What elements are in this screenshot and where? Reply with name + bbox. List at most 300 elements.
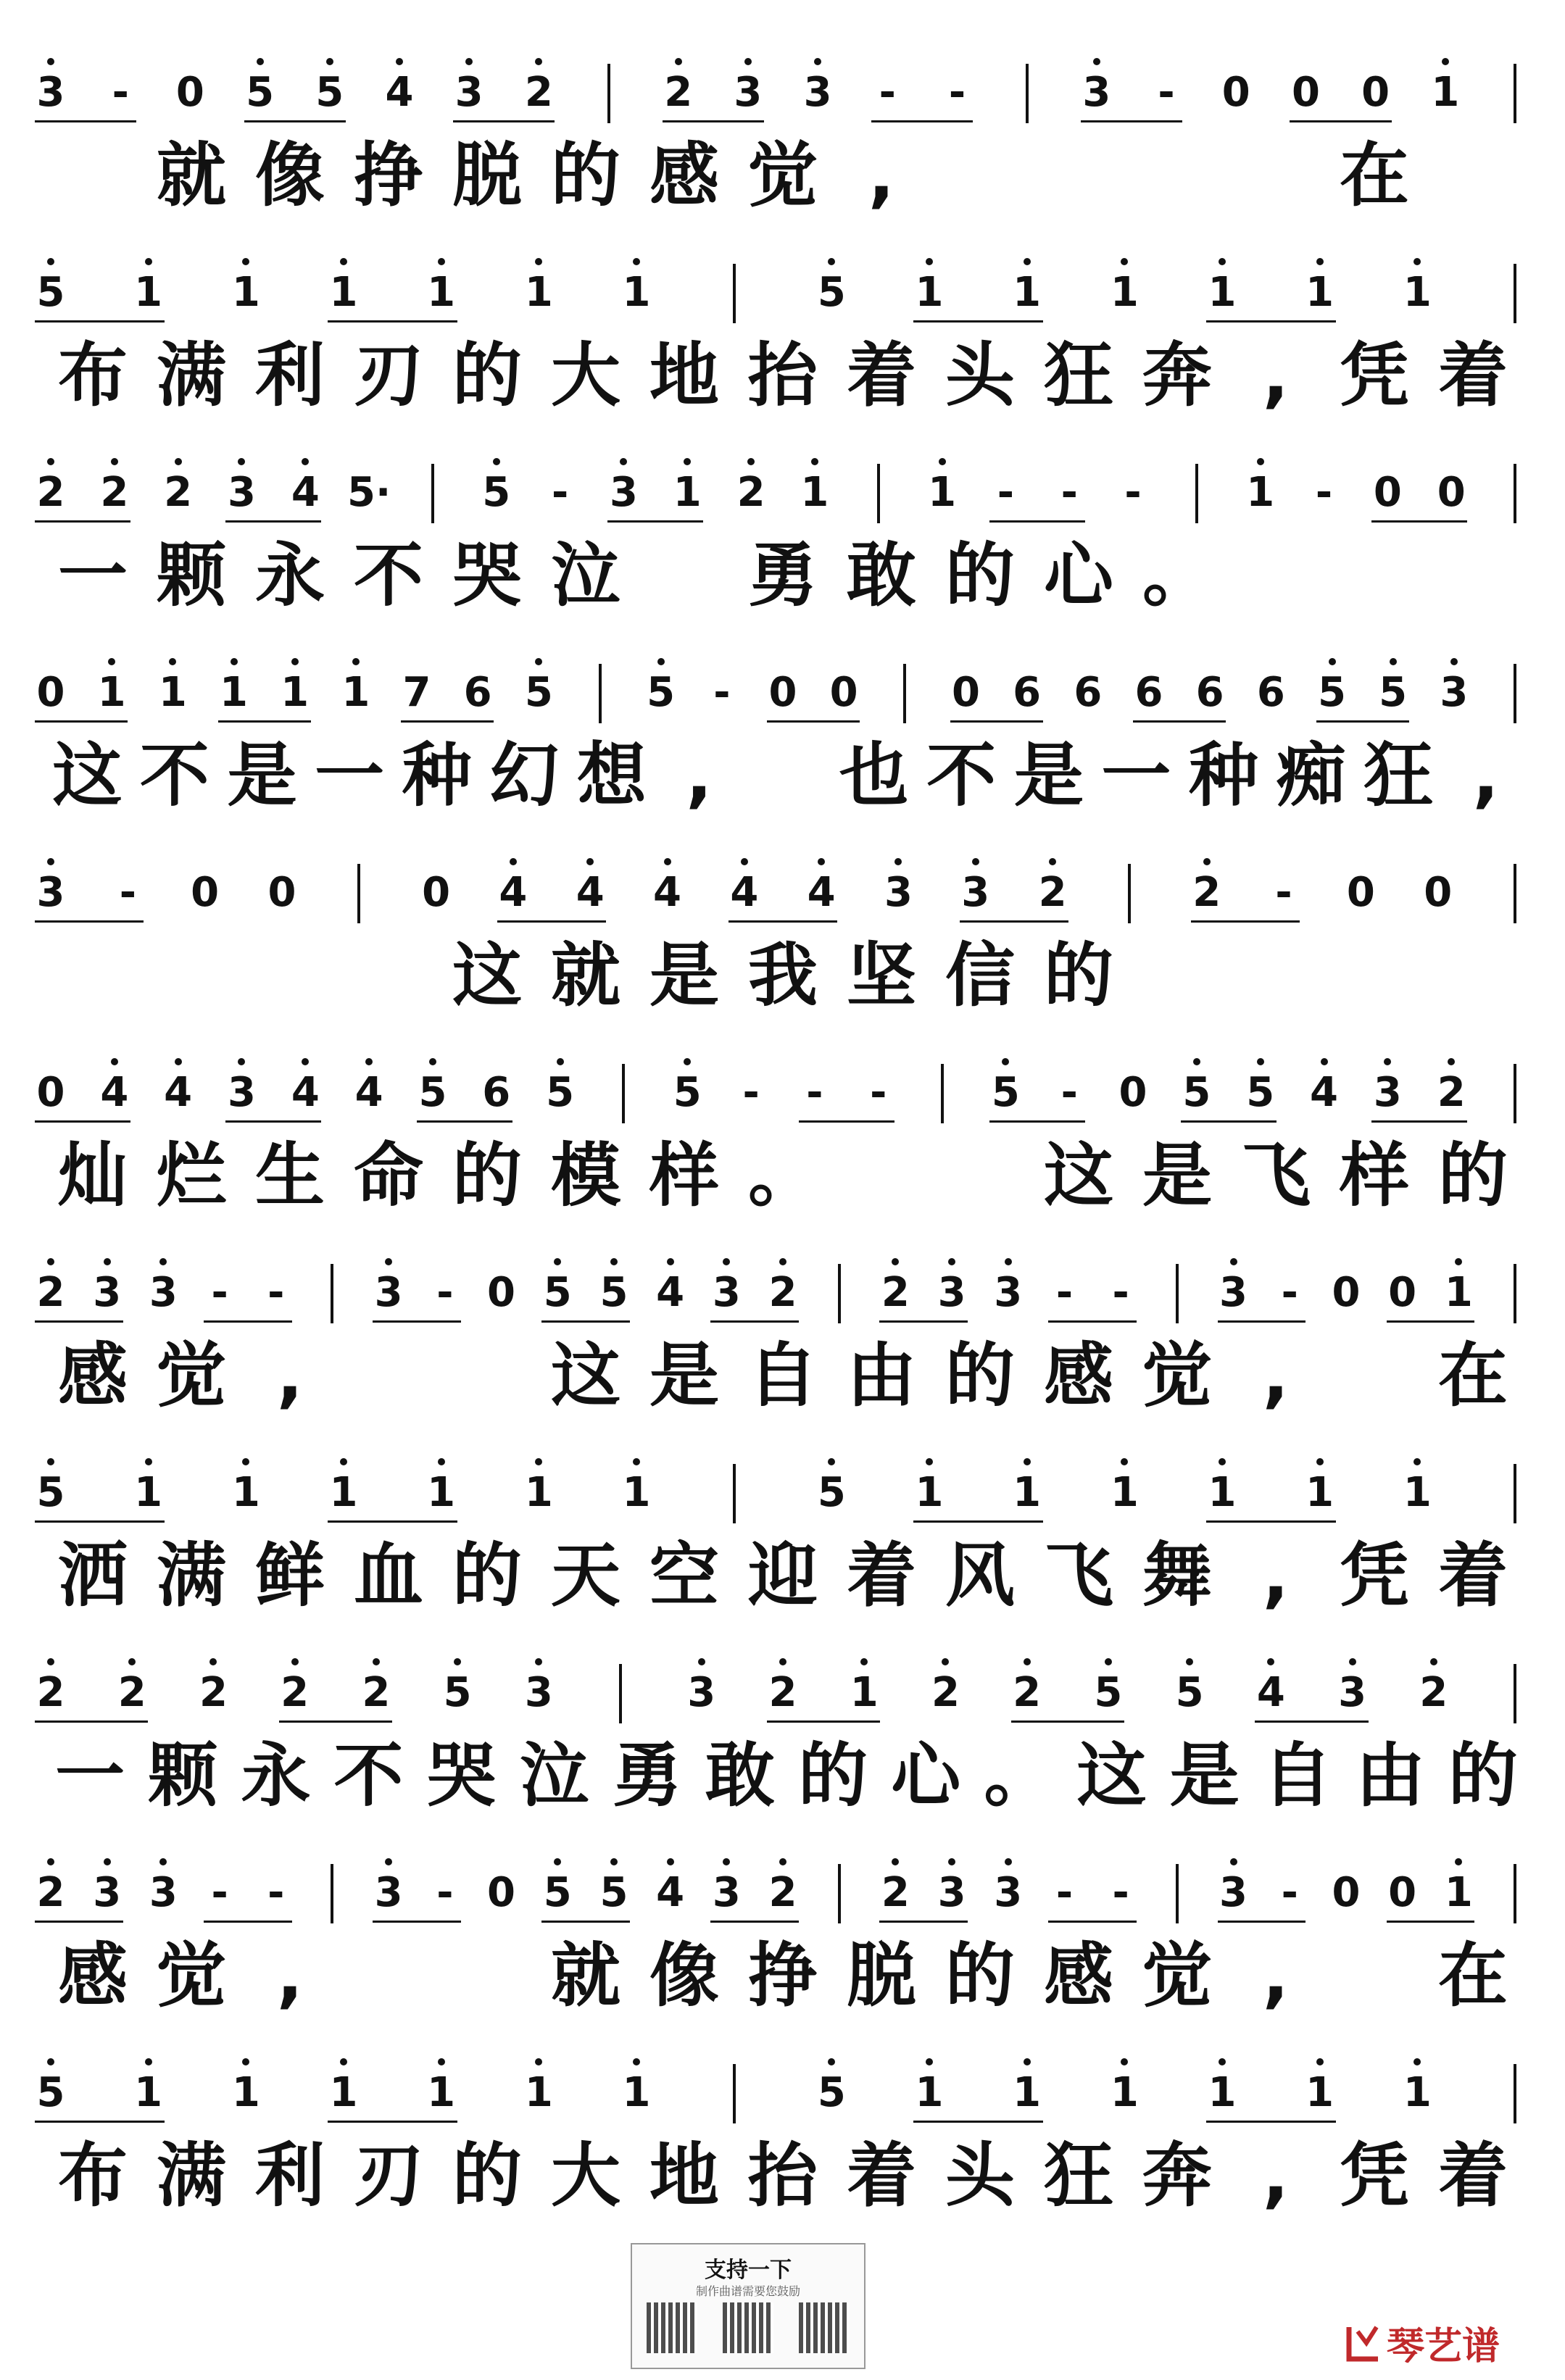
note: - bbox=[1124, 469, 1142, 516]
octave-dot bbox=[972, 858, 979, 865]
note: 5 bbox=[1318, 669, 1346, 716]
lyric-char: 布 bbox=[58, 2135, 128, 2216]
octave-dot bbox=[698, 1658, 705, 1665]
octave-dot bbox=[111, 458, 118, 465]
note: 5 bbox=[1094, 1669, 1123, 1716]
octave-dot bbox=[145, 2058, 152, 2065]
note: - bbox=[742, 1069, 760, 1116]
beam-line bbox=[1181, 1120, 1277, 1123]
note: 3 bbox=[712, 1869, 741, 1916]
note: 4 bbox=[291, 469, 320, 516]
beam-line bbox=[373, 1320, 461, 1323]
note: - bbox=[119, 869, 136, 916]
barline bbox=[622, 1064, 625, 1123]
note: 1 bbox=[622, 1469, 651, 1516]
note: 1 bbox=[622, 2069, 651, 2116]
lyric-char: 脱 bbox=[847, 1935, 916, 2016]
octave-dot bbox=[779, 1258, 786, 1265]
note: 1 bbox=[134, 2069, 163, 2116]
lyric-char: 感 bbox=[649, 135, 719, 216]
beam-line bbox=[35, 1921, 123, 1923]
note: 3 bbox=[1373, 1069, 1402, 1116]
octave-dot bbox=[892, 1258, 899, 1265]
lyric-char: 一 bbox=[55, 1735, 125, 1816]
lyric-char bbox=[339, 1938, 438, 2025]
beam-line bbox=[879, 1921, 968, 1923]
lyric-char: 幻 bbox=[489, 735, 560, 816]
lyric-char: 生 bbox=[255, 1135, 325, 1216]
barline bbox=[1514, 664, 1516, 723]
barline bbox=[1128, 864, 1131, 923]
lyric-char: 地 bbox=[649, 335, 719, 416]
lyric-char: 这 bbox=[551, 1335, 620, 1416]
octave-dot bbox=[47, 858, 54, 865]
octave-dot bbox=[242, 258, 249, 265]
lyric-row bbox=[43, 1935, 1529, 2025]
note: 3 bbox=[36, 69, 65, 116]
octave-dot bbox=[1002, 1058, 1009, 1065]
note: 0 bbox=[1291, 69, 1320, 116]
note: 0 bbox=[1332, 1269, 1361, 1316]
note: 2 bbox=[931, 1669, 960, 1716]
octave-dot bbox=[1093, 58, 1100, 65]
note: 2 bbox=[1419, 1669, 1448, 1716]
beam-line bbox=[913, 320, 1043, 323]
octave-dot bbox=[510, 858, 517, 865]
lyric-char: 。 bbox=[748, 1135, 818, 1216]
octave-dot bbox=[667, 1258, 674, 1265]
barline bbox=[877, 464, 880, 523]
note: 1 bbox=[427, 2069, 456, 2116]
lyric-char: 不 bbox=[926, 735, 997, 816]
brand-name: 琴艺谱 bbox=[1387, 2325, 1500, 2368]
note: 2 bbox=[1437, 1069, 1466, 1116]
beam-line bbox=[728, 920, 837, 923]
lyric-char: 的 bbox=[452, 335, 522, 416]
lyric-char: 风 bbox=[945, 1535, 1015, 1616]
lyric-char: 是 bbox=[1142, 1135, 1212, 1216]
beam-line bbox=[1133, 720, 1226, 723]
note: 2 bbox=[1192, 869, 1221, 916]
lyric-char: , bbox=[686, 735, 713, 816]
qr-code-icon[interactable] bbox=[799, 2302, 850, 2353]
beam-line bbox=[373, 1921, 461, 1923]
lyric-row bbox=[43, 1735, 1529, 1825]
note: - bbox=[211, 1869, 228, 1916]
lyric-char: 这 bbox=[452, 935, 522, 1016]
lyric-char: 着 bbox=[1438, 1535, 1508, 1616]
octave-dot bbox=[238, 458, 245, 465]
lyric-char: 。 bbox=[984, 1735, 1054, 1816]
barline bbox=[1514, 1864, 1516, 1923]
octave-dot bbox=[47, 1258, 54, 1265]
note: 4 bbox=[576, 869, 605, 916]
beam-line bbox=[35, 1320, 123, 1323]
octave-dot bbox=[1390, 658, 1397, 665]
notation-row bbox=[0, 1429, 1565, 1538]
barline bbox=[733, 264, 736, 323]
octave-dot bbox=[1105, 1658, 1112, 1665]
octave-dot bbox=[860, 1658, 868, 1665]
lyric-char: 我 bbox=[748, 935, 818, 1016]
note: 4 bbox=[354, 1069, 383, 1116]
lyric-char: 飞 bbox=[1044, 1535, 1113, 1616]
beam-line bbox=[244, 120, 346, 122]
beam-line bbox=[1371, 1120, 1467, 1123]
qr-code-icon[interactable] bbox=[647, 2302, 697, 2353]
note: 1 bbox=[1110, 1469, 1139, 1516]
note: 6 bbox=[1134, 669, 1163, 716]
octave-dot bbox=[1186, 1658, 1193, 1665]
octave-dot bbox=[1219, 2058, 1226, 2065]
lyric-char: 的 bbox=[1448, 1735, 1518, 1816]
octave-dot bbox=[535, 58, 542, 65]
note: 6 bbox=[1256, 669, 1285, 716]
lyric-char: 泣 bbox=[519, 1735, 589, 1816]
beam-line bbox=[1206, 2121, 1336, 2123]
notation-row bbox=[0, 1829, 1565, 1938]
note: 1 bbox=[341, 669, 370, 716]
support-title: 支持一下 bbox=[705, 2258, 792, 2283]
note: - bbox=[1055, 1869, 1074, 1916]
note: 0 bbox=[1118, 1069, 1147, 1116]
note: 5 bbox=[543, 1269, 572, 1316]
barline bbox=[1514, 64, 1516, 123]
note: 0 bbox=[487, 1269, 516, 1316]
lyric-char: 鲜 bbox=[255, 1535, 325, 1616]
beam-line bbox=[35, 720, 128, 723]
octave-dot bbox=[1316, 2058, 1324, 2065]
lyric-char: 敢 bbox=[705, 1735, 775, 1816]
note: 2 bbox=[881, 1269, 910, 1316]
note: 5 bbox=[543, 1869, 572, 1916]
lyric-char bbox=[931, 138, 1029, 225]
octave-dot bbox=[939, 458, 946, 465]
beam-line bbox=[1387, 1921, 1475, 1923]
note: 3 bbox=[937, 1269, 966, 1316]
note: 4 bbox=[807, 869, 836, 916]
lyric-char: 一 bbox=[58, 535, 128, 616]
lyric-char: 布 bbox=[58, 335, 128, 416]
note: 3 bbox=[93, 1269, 122, 1316]
lyric-char: 刃 bbox=[354, 2135, 423, 2216]
note: 3 bbox=[1440, 669, 1469, 716]
lyric-char: 坚 bbox=[847, 935, 916, 1016]
note: 2 bbox=[768, 1269, 797, 1316]
note: 2 bbox=[36, 1669, 65, 1716]
note: 5 bbox=[36, 269, 65, 316]
note: 5 bbox=[36, 2069, 65, 2116]
beam-line bbox=[710, 1921, 799, 1923]
lyric-char: 在 bbox=[1340, 135, 1409, 216]
lyric-char: 奔 bbox=[1142, 2135, 1212, 2216]
beam-line bbox=[35, 1720, 148, 1723]
note: 3 bbox=[712, 1269, 741, 1316]
note: 1 bbox=[1013, 1469, 1042, 1516]
barline bbox=[1514, 864, 1516, 923]
beam-line bbox=[1290, 120, 1391, 122]
barline bbox=[331, 1264, 333, 1323]
octave-dot bbox=[535, 1658, 542, 1665]
lyric-char: 也 bbox=[839, 735, 909, 816]
note: - bbox=[806, 1069, 823, 1116]
note: 1 bbox=[1013, 2069, 1042, 2116]
note: 2 bbox=[524, 69, 553, 116]
note: 1 bbox=[231, 269, 260, 316]
barline bbox=[1514, 1464, 1516, 1523]
lyric-char: , bbox=[1262, 2135, 1290, 2216]
octave-dot bbox=[818, 858, 825, 865]
note: 5 bbox=[991, 1069, 1020, 1116]
note: 2 bbox=[362, 1669, 391, 1716]
lyric-char: 痴 bbox=[1276, 735, 1346, 816]
beam-line bbox=[989, 1120, 1085, 1123]
note: 3 bbox=[374, 1269, 403, 1316]
octave-dot bbox=[1121, 2058, 1128, 2065]
note: 5 bbox=[817, 1469, 846, 1516]
lyric-char: 是 bbox=[649, 1335, 719, 1416]
note: 2 bbox=[36, 469, 65, 516]
notation-row bbox=[0, 1629, 1565, 1738]
octave-dot bbox=[352, 658, 360, 665]
lyric-char: 舞 bbox=[1142, 1535, 1212, 1616]
octave-dot bbox=[373, 1658, 380, 1665]
beam-line bbox=[1316, 720, 1409, 723]
barline bbox=[838, 1264, 841, 1323]
beam-line bbox=[950, 720, 1043, 723]
lyric-char: 。 bbox=[1142, 535, 1212, 616]
note: 3 bbox=[374, 1869, 403, 1916]
barline bbox=[941, 1064, 944, 1123]
octave-dot bbox=[684, 1058, 691, 1065]
lyric-char bbox=[43, 938, 142, 1025]
barline bbox=[733, 1464, 736, 1523]
beam-line bbox=[453, 120, 555, 122]
lyric-char: 刃 bbox=[354, 335, 423, 416]
note: - bbox=[551, 469, 569, 516]
note: 3 bbox=[1338, 1669, 1367, 1716]
notation-row bbox=[0, 429, 1565, 538]
note: 1 bbox=[1110, 269, 1139, 316]
beam-line bbox=[218, 720, 311, 723]
octave-dot bbox=[1448, 1058, 1455, 1065]
lyric-char: 心 bbox=[1044, 535, 1113, 616]
lyric-row bbox=[43, 1135, 1529, 1225]
octave-dot bbox=[47, 1858, 54, 1865]
note: 2 bbox=[768, 1669, 797, 1716]
lyric-char: 抬 bbox=[748, 335, 818, 416]
lyric-char: 挣 bbox=[354, 135, 423, 216]
lyric-char bbox=[1226, 138, 1325, 225]
note: 6 bbox=[1074, 669, 1103, 716]
octave-dot bbox=[1024, 1458, 1031, 1465]
barline bbox=[1195, 464, 1198, 523]
note: - bbox=[879, 69, 896, 116]
note: 2 bbox=[736, 469, 765, 516]
lyric-char: 勇 bbox=[748, 535, 818, 616]
lyric-char: 颗 bbox=[148, 1735, 218, 1816]
octave-dot bbox=[257, 58, 264, 65]
beam-line bbox=[1387, 1320, 1475, 1323]
note: - bbox=[1281, 1269, 1298, 1316]
barline bbox=[903, 664, 906, 723]
note: 3 bbox=[961, 869, 990, 916]
note: - bbox=[1112, 1869, 1129, 1916]
beam-line bbox=[1081, 120, 1182, 122]
beam-line bbox=[1191, 920, 1300, 923]
lyric-char: 的 bbox=[945, 1935, 1015, 2016]
octave-dot bbox=[554, 1258, 561, 1265]
octave-dot bbox=[667, 1858, 674, 1865]
note: - bbox=[112, 69, 129, 116]
octave-dot bbox=[557, 1058, 564, 1065]
octave-dot bbox=[1316, 258, 1324, 265]
lyric-char: 是 bbox=[1169, 1735, 1240, 1816]
lyric-char bbox=[339, 1338, 438, 1425]
octave-dot bbox=[1384, 1058, 1391, 1065]
lyric-row bbox=[43, 335, 1529, 425]
lyric-char: 不 bbox=[139, 735, 209, 816]
lyric-char: 着 bbox=[1438, 2135, 1508, 2216]
barline bbox=[1176, 1864, 1179, 1923]
note: 1 bbox=[524, 1469, 553, 1516]
lyric-char: 一 bbox=[315, 735, 385, 816]
octave-dot bbox=[828, 258, 835, 265]
note: 4 bbox=[385, 69, 414, 116]
lyric-row bbox=[43, 2135, 1529, 2225]
octave-dot bbox=[744, 58, 752, 65]
octave-dot bbox=[1430, 1658, 1437, 1665]
note: 5 bbox=[1175, 1669, 1204, 1716]
note: 0 bbox=[36, 669, 65, 716]
lyric-char: 凭 bbox=[1340, 1535, 1409, 1616]
lyric-char: 勇 bbox=[612, 1735, 682, 1816]
lyric-char: 样 bbox=[1340, 1135, 1409, 1216]
note: 3 bbox=[803, 69, 832, 116]
octave-dot bbox=[104, 1258, 111, 1265]
note: 0 bbox=[1388, 1869, 1417, 1916]
note: 1 bbox=[329, 269, 358, 316]
barline bbox=[1176, 1264, 1179, 1323]
brand-logo[interactable] bbox=[1345, 2315, 1500, 2370]
lyric-char: 就 bbox=[551, 1935, 620, 2016]
note: 0 bbox=[1361, 69, 1390, 116]
lyric-char: 种 bbox=[402, 735, 472, 816]
note: 2 bbox=[1013, 1669, 1042, 1716]
lyric-char: 泣 bbox=[551, 535, 620, 616]
octave-dot bbox=[242, 1458, 249, 1465]
octave-dot bbox=[385, 1258, 392, 1265]
lyric-char: 由 bbox=[847, 1335, 916, 1416]
note: 1 bbox=[524, 269, 553, 316]
lyric-char: 烂 bbox=[157, 1135, 226, 1216]
lyric-char: , bbox=[276, 1935, 304, 2016]
octave-dot bbox=[108, 658, 115, 665]
note: 1 bbox=[622, 269, 651, 316]
note: 0 bbox=[191, 869, 220, 916]
note: 1 bbox=[1110, 2069, 1139, 2116]
lyric-char: 脱 bbox=[452, 135, 522, 216]
note: 6 bbox=[1195, 669, 1224, 716]
lyric-char: 抬 bbox=[748, 2135, 818, 2216]
qr-code-icon[interactable] bbox=[723, 2302, 773, 2353]
note: 4 bbox=[499, 869, 528, 916]
octave-dot bbox=[747, 458, 755, 465]
octave-dot bbox=[620, 458, 627, 465]
note: 3 bbox=[994, 1269, 1023, 1316]
beam-line bbox=[328, 2121, 457, 2123]
note: 0 bbox=[487, 1869, 516, 1916]
lyric-char bbox=[1128, 138, 1226, 225]
note: 2 bbox=[100, 469, 129, 516]
lyric-char: 凭 bbox=[1340, 335, 1409, 416]
octave-dot bbox=[1329, 658, 1336, 665]
beam-line bbox=[767, 1720, 880, 1723]
lyric-char: 想 bbox=[576, 735, 647, 816]
note: - bbox=[1055, 1269, 1074, 1316]
octave-dot bbox=[926, 2058, 933, 2065]
lyric-char: 不 bbox=[354, 535, 423, 616]
beam-line bbox=[1048, 1320, 1137, 1323]
note: 1 bbox=[1305, 2069, 1334, 2116]
note: 1 bbox=[97, 669, 126, 716]
lyric-char: 着 bbox=[847, 1535, 916, 1616]
note: 1 bbox=[1431, 69, 1460, 116]
octave-dot bbox=[1219, 1458, 1226, 1465]
note: 3 bbox=[36, 869, 65, 916]
note: 3 bbox=[884, 869, 913, 916]
note: 3 bbox=[227, 1069, 256, 1116]
lyric-char: 这 bbox=[1044, 1135, 1113, 1216]
note: 5 bbox=[482, 469, 511, 516]
note: 1 bbox=[1246, 469, 1275, 516]
note: 4 bbox=[1310, 1069, 1338, 1116]
lyric-char: 像 bbox=[649, 1935, 719, 2016]
note: 6 bbox=[1013, 669, 1042, 716]
lyric-char: 不 bbox=[333, 1735, 404, 1816]
note: 1 bbox=[1444, 1269, 1473, 1316]
lyric-char: 在 bbox=[1438, 1335, 1508, 1416]
note: 5 bbox=[315, 69, 344, 116]
octave-dot bbox=[291, 1658, 299, 1665]
note: 2 bbox=[881, 1869, 910, 1916]
octave-dot bbox=[1005, 1858, 1012, 1865]
note: 1 bbox=[1208, 2069, 1237, 2116]
octave-dot bbox=[47, 458, 54, 465]
lyric-char: 自 bbox=[1262, 1735, 1332, 1816]
note: - bbox=[1060, 1069, 1078, 1116]
note: 4 bbox=[656, 1269, 685, 1316]
note: 0 bbox=[829, 669, 858, 716]
octave-dot bbox=[926, 258, 933, 265]
octave-dot bbox=[159, 1858, 167, 1865]
note: 5 bbox=[1182, 1069, 1211, 1116]
octave-dot bbox=[828, 2058, 835, 2065]
octave-dot bbox=[302, 1058, 309, 1065]
notation-row bbox=[0, 2029, 1565, 2138]
beam-line bbox=[401, 720, 494, 723]
octave-dot bbox=[535, 1458, 542, 1465]
lyric-char: 利 bbox=[255, 2135, 325, 2216]
note: 2 bbox=[281, 1669, 310, 1716]
octave-dot bbox=[633, 2058, 640, 2065]
lyric-char bbox=[438, 1938, 536, 2025]
lyric-char: 这 bbox=[52, 735, 123, 816]
lyric-char bbox=[635, 538, 734, 625]
octave-dot bbox=[684, 458, 691, 465]
beam-line bbox=[541, 1320, 630, 1323]
note: 3 bbox=[149, 1869, 178, 1916]
